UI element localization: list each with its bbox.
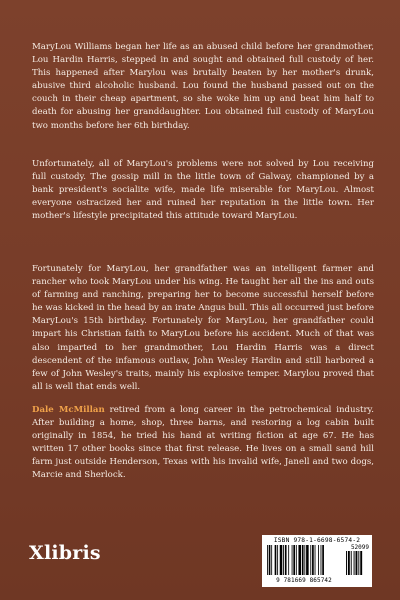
barcode-digits: 9 781669 865742	[276, 577, 332, 584]
isbn-barcode	[262, 535, 372, 587]
publisher-logo: Xlibris	[29, 542, 101, 564]
synopsis-paragraph-3: Fortunately for MaryLou, her grandfather was an intelligent farmer and rancher who took MaryLou under his wing. He taught her all the ins and outs of farming and ranching, preparing her to become successful herself before he was kicked in the head by an irate Angus bull. This all occurred just before MaryLou's 15th birthday. Fortunately for MaryLou, her grandfather could impart his Christian faith to MaryLou before his accident. Much of that was also imparted to her grandmother, Lou Hardin Harris was a direct descendent of the infamous outlaw, John Wesley Hardin and still harbored a few of John Wesley's traits, mainly his explosive temper. Marylou proved that all is well that ends well.	[32, 264, 374, 392]
price-code: 52099	[350, 544, 369, 551]
price-addon-bars	[346, 551, 368, 575]
synopsis-paragraph-1: MaryLou Williams began her life as an abused child before her grandmother, Lou Hardin Harris, stepped in and sought and obtained full custody of her. This happened after Marylou was brutally beaten by her mother's drunk, abusive third alcoholic husband. Lou found the husband passed out on the couch in their cheap apartment, so she woke him up and beat him half to death for abusing her granddaughter. Lou obtained full custody of MaryLou two months before her 6th birthday.	[32, 42, 374, 131]
author-name: Dale McMillan	[32, 405, 105, 415]
isbn-text: ISBN 978-1-6698-6574-2	[273, 537, 361, 544]
author-bio-text: retired from a long career in the petrochemical industry. After building a home, shop, three barns, and restoring a log cabin built originally in 1854, he tried his hand at writing fiction at age 67. He has written 17 other books since that first release. He lives on a small sand hill farm just outside Henderson, Texas with his invalid wife, Janell and two dogs, Marcie and Sherlock.	[32, 405, 374, 481]
author-bio	[32, 404, 374, 483]
synopsis-paragraph-2: Unfortunately, all of MaryLou's problems were not solved by Lou receiving full custody. The gossip mill in the little town of Galway, championed by a bank president's socialite wife, made life miserable for MaryLou. Almost everyone ostracized her and ruined her reputation in the little town. Her mother's lifestyle precipitated this attitude toward MaryLou.	[32, 159, 374, 222]
barcode-bars	[267, 545, 343, 575]
